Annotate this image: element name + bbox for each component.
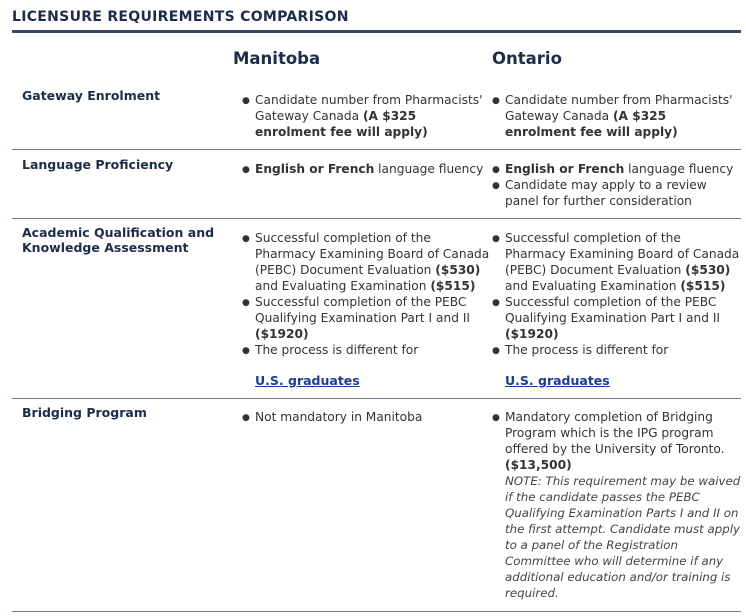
list-item [492,409,741,601]
item-text: and Evaluating Examination [255,279,431,293]
item-text: Successful completion of the PEBC Qualifying Examination Part I and II [255,295,471,325]
bullet-icon: ● [492,346,500,356]
cell-ontario-bridging [492,409,741,601]
item-text: The process is different for [255,343,419,357]
row-label-academic-qualification: Academic Qualification and Knowledge Assessment [22,225,215,255]
item-text: Successful completion of the Pharmacy Examining Board of Canada (PEBC) Document Evaluation [255,231,490,277]
item-text: language fluency [374,162,484,176]
bridging-note: NOTE: This requirement may be waived if the candidate passes the PEBC Qualifying Examination Parts I and II on the first attempt. Candidate must apply to a panel of the Registration Committee who will determine if any additional education and/or training is required. [505,474,741,600]
item-bold: English or French [255,162,375,176]
list-item [492,294,741,342]
bullet-icon: ● [242,165,250,175]
bullet-icon: ● [242,346,250,356]
list-item [492,342,741,358]
item-fee: ($1920) [255,327,309,341]
list-item [242,294,491,342]
item-text: Mandatory completion of Bridging Program which is the IPG program offered by the University of Toronto. [505,410,725,456]
column-header-manitoba: Manitoba [233,49,321,68]
item-text: Successful completion of the Pharmacy Examining Board of Canada (PEBC) Document Evaluation [505,231,740,277]
cell-ontario-gateway [492,92,741,140]
cell-manitoba-bridging [242,409,491,425]
item-fee: (A $325 enrolment fee will apply) [505,109,678,139]
item-fee: ($13,500) [505,458,572,472]
row-divider [12,398,741,399]
list-item [492,230,741,294]
item-text: Candidate number from Pharmacists' Gateway Canada [255,93,483,123]
list-item [242,92,491,140]
list-item [242,161,491,177]
title-divider [12,30,741,33]
us-graduates-link-ontario[interactable]: U.S. graduates [505,373,610,388]
item-fee: ($530) [685,263,731,277]
item-bold: English or French [505,162,625,176]
row-label-bridging-program: Bridging Program [22,405,147,420]
bullet-icon: ● [492,298,500,308]
cell-manitoba-academic [242,230,491,358]
row-divider [12,611,741,612]
item-text: Not mandatory in Manitoba [255,410,423,424]
item-text: Candidate may apply to a review panel for further consideration [505,178,707,208]
item-text: The process is different for [505,343,669,357]
item-text: Candidate number from Pharmacists' Gateway Canada [505,93,733,123]
item-fee: ($515) [430,279,476,293]
list-item [492,177,741,209]
item-fee: ($530) [435,263,481,277]
list-item [242,342,491,358]
bullet-icon: ● [492,165,500,175]
item-fee: (A $325 enrolment fee will apply) [255,109,428,139]
item-text: language fluency [624,162,734,176]
bullet-icon: ● [492,181,500,191]
us-graduates-link-manitoba[interactable]: U.S. graduates [255,373,360,388]
cell-ontario-academic [492,230,741,358]
item-text: Successful completion of the PEBC Qualifying Examination Part I and II [505,295,721,325]
page-title: LICENSURE REQUIREMENTS COMPARISON [12,9,349,25]
bullet-icon: ● [242,96,250,106]
bullet-icon: ● [492,234,500,244]
cell-manitoba-language [242,161,491,177]
item-fee: ($1920) [505,327,559,341]
bullet-icon: ● [242,413,250,423]
item-text: and Evaluating Examination [505,279,681,293]
row-divider [12,149,741,150]
bullet-icon: ● [492,96,500,106]
row-label-language-proficiency: Language Proficiency [22,157,174,172]
list-item [242,230,491,294]
row-divider [12,218,741,219]
list-item [242,409,491,425]
bullet-icon: ● [242,234,250,244]
bullet-icon: ● [242,298,250,308]
list-item [492,92,741,140]
cell-manitoba-gateway [242,92,491,140]
item-fee: ($515) [680,279,726,293]
list-item [492,161,741,177]
column-header-ontario: Ontario [492,49,562,68]
cell-ontario-language [492,161,741,209]
bullet-icon: ● [492,413,500,423]
row-label-gateway-enrolment: Gateway Enrolment [22,88,161,103]
